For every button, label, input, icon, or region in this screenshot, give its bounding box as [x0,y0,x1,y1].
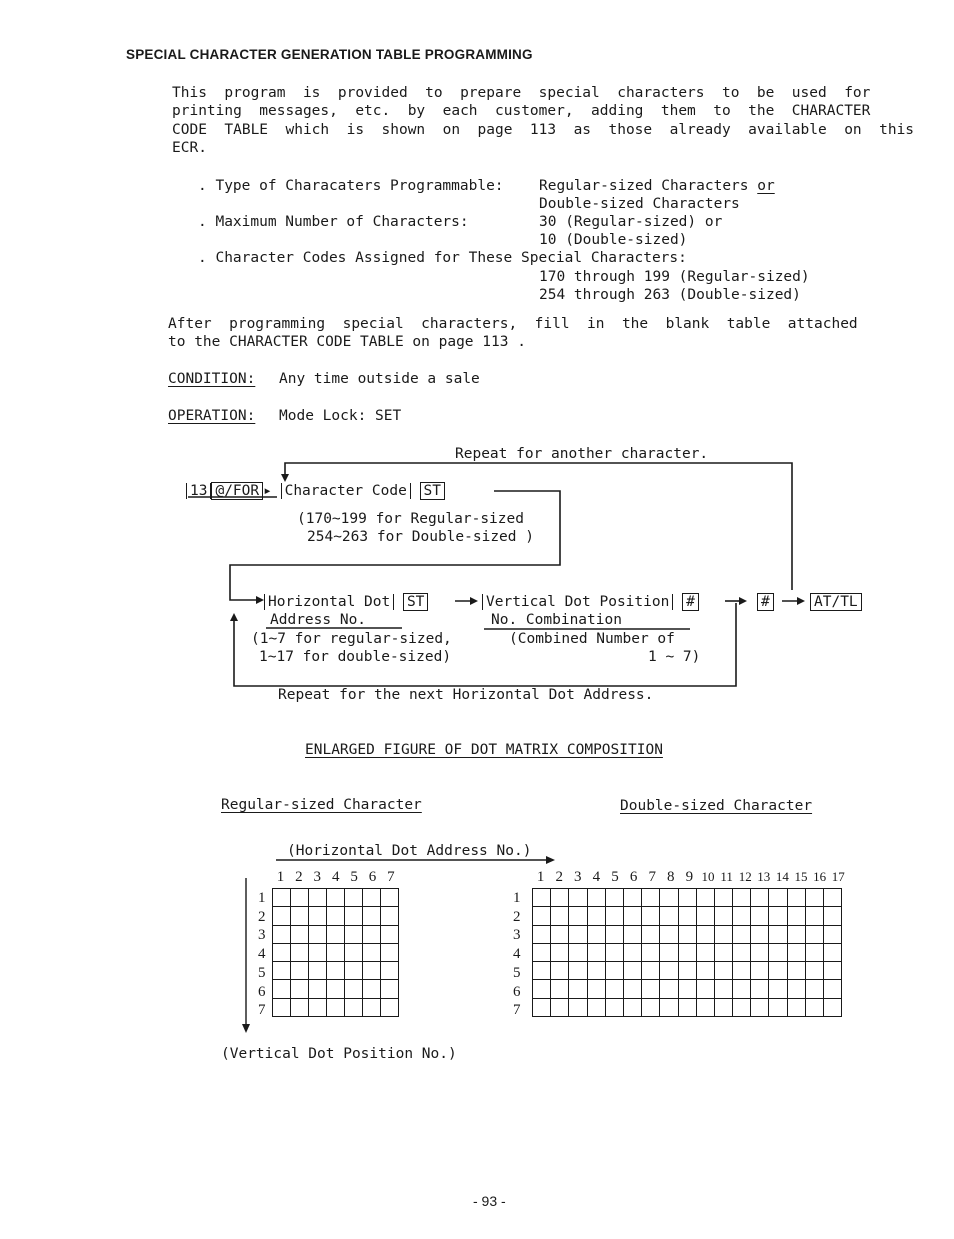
regular-dot-cell [273,925,291,943]
key-at-tl: AT/TL [810,593,862,611]
double-dot-cell [714,962,732,980]
double-column-label: 13 [757,869,771,884]
double-dot-cell [587,998,605,1016]
double-column-label: 8 [667,869,675,885]
repeat-character-label: Repeat for another character. [455,446,709,462]
regular-dot-cell [309,925,327,943]
double-column-label: 3 [574,869,582,885]
regular-dot-cell [273,998,291,1016]
double-dot-cell [751,943,769,961]
double-row-label: 6 [513,983,521,1000]
double-dot-cell [769,943,787,961]
double-dot-cell [678,889,696,907]
double-dot-cell [533,998,551,1016]
double-dot-cell [769,925,787,943]
double-dot-cell [678,980,696,998]
double-dot-cell [660,889,678,907]
code-note-2: 254~263 for Double-sized ) [307,529,534,545]
regular-column-label: 1 [276,869,285,885]
double-dot-cell [533,962,551,980]
regular-dot-cell [363,925,381,943]
regular-dot-cell [291,962,309,980]
horizontal-axis-label: (Horizontal Dot Address No.) [287,843,532,859]
regular-dot-cell [345,980,363,998]
regular-dot-cell [291,889,309,907]
regular-column-label: 6 [368,869,377,885]
spec-codes-label: . Character Codes Assigned for These Special Characters: [198,250,687,266]
regular-dot-cell [345,962,363,980]
double-dot-cell [805,962,823,980]
double-dot-cell [642,980,660,998]
double-dot-cell [805,925,823,943]
regular-dot-cell [363,907,381,925]
double-column-label: 11 [720,869,733,884]
double-dot-cell [569,925,587,943]
regular-dot-cell [327,907,345,925]
double-dot-cell [623,980,641,998]
vertical-dot-box: Vertical Dot Position # [482,593,699,611]
double-dot-cell [751,925,769,943]
double-dot-cell [623,889,641,907]
double-dot-cell [714,943,732,961]
double-dot-grid [532,888,842,1017]
double-dot-cell [696,907,714,925]
double-column-label: 1 [536,869,545,885]
key-st-1: ST [420,482,445,500]
regular-dot-cell [363,962,381,980]
double-dot-cell [642,907,660,925]
double-dot-cell [787,907,805,925]
double-dot-cell [551,907,569,925]
double-dot-cell [805,943,823,961]
double-dot-cell [660,925,678,943]
double-column-label: 15 [794,869,808,884]
double-grid-row [533,889,842,907]
double-dot-cell [824,980,842,998]
double-dot-cell [824,925,842,943]
double-dot-cell [569,980,587,998]
after-line-2: to the CHARACTER CODE TABLE on page 113 . [168,334,526,350]
regular-dot-cell [363,889,381,907]
double-column-label: 12 [738,869,752,884]
horizontal-dot-line-2: Address No. [270,612,367,628]
regular-dot-cell [345,907,363,925]
double-dot-cell [805,889,823,907]
double-dot-cell [751,962,769,980]
key-st-2: ST [403,593,428,611]
double-dot-cell [733,907,751,925]
double-dot-cell [623,925,641,943]
key-for: @/FOR [211,482,263,500]
regular-grid-row [273,998,399,1016]
regular-dot-cell [291,925,309,943]
regular-column-label: 5 [350,869,358,885]
double-dot-cell [805,980,823,998]
double-dot-cell [824,962,842,980]
double-dot-cell [569,907,587,925]
double-dot-cell [787,943,805,961]
intro-line-3: CODE TABLE which is shown on page 113 as those already available on this [172,122,915,138]
double-dot-cell [605,998,623,1016]
regular-dot-cell [291,907,309,925]
double-grid-row [533,980,842,998]
regular-dot-cell [273,980,291,998]
double-dot-cell [533,925,551,943]
regular-dot-cell [381,962,399,980]
double-dot-cell [824,998,842,1016]
double-dot-cell [533,907,551,925]
double-dot-cell [678,907,696,925]
regular-column-label: 4 [331,869,340,885]
double-row-label: 2 [513,908,521,925]
double-dot-cell [769,998,787,1016]
page-number: - 93 - [473,1193,506,1209]
spec-codes-value-2: 254 through 263 (Double-sized) [539,287,801,303]
regular-dot-cell [363,998,381,1016]
double-dot-cell [678,925,696,943]
double-row-label: 7 [513,1002,521,1019]
double-dot-cell [714,925,732,943]
spec-type-label: . Type of Characaters Programmable: [198,178,504,194]
double-dot-cell [660,998,678,1016]
regular-dot-cell [309,907,327,925]
double-column-label: 14 [775,869,789,884]
double-dot-cell [642,943,660,961]
regular-dot-cell [327,889,345,907]
double-dot-cell [714,889,732,907]
vertical-dot-line-2: No. Combination [491,612,622,628]
double-dot-cell [696,980,714,998]
condition-text: Any time outside a sale [279,371,480,387]
double-dot-cell [605,980,623,998]
double-grid-row [533,925,842,943]
regular-dot-cell [309,889,327,907]
double-dot-cell [569,998,587,1016]
double-column-label: 7 [648,869,656,885]
regular-row-label: 7 [258,1002,266,1019]
double-dot-cell [696,998,714,1016]
double-dot-cell [533,980,551,998]
double-column-label: 4 [592,869,601,885]
regular-dot-cell [345,889,363,907]
regular-dot-cell [327,998,345,1016]
regular-column-label: 3 [313,869,322,885]
double-dot-cell [551,962,569,980]
double-dot-cell [660,907,678,925]
double-dot-cell [533,889,551,907]
double-dot-cell [642,962,660,980]
condition-label: CONDITION: [168,371,256,387]
double-dot-cell [751,980,769,998]
character-code-box: Character Code [281,483,411,499]
regular-label: Regular-sized Character [221,797,422,813]
double-dot-cell [587,943,605,961]
double-dot-cell [824,943,842,961]
operation-text: Mode Lock: SET [279,408,402,424]
double-dot-cell [623,943,641,961]
double-column-label: 6 [629,869,638,885]
vertical-axis-label: (Vertical Dot Position No.) [221,1046,457,1062]
double-dot-cell [824,907,842,925]
regular-grid-row [273,907,399,925]
double-dot-cell [551,943,569,961]
regular-column-label: 2 [295,869,303,885]
regular-dot-cell [327,962,345,980]
double-dot-cell [660,943,678,961]
intro-line-4: ECR. [172,140,207,156]
regular-dot-cell [309,998,327,1016]
regular-row-label: 6 [258,983,266,1000]
double-dot-cell [587,962,605,980]
double-column-label: 10 [701,869,715,884]
double-dot-cell [642,998,660,1016]
double-dot-cell [751,907,769,925]
double-row-label: 5 [513,964,521,981]
key-hash-1: # [682,593,699,611]
double-dot-cell [769,962,787,980]
key-hash-2: # [757,593,774,611]
regular-dot-cell [381,980,399,998]
double-column-label: 2 [555,869,563,885]
double-row-label: 4 [513,946,521,963]
double-dot-cell [642,925,660,943]
regular-dot-cell [363,980,381,998]
double-dot-cell [569,889,587,907]
double-dot-cell [678,943,696,961]
double-dot-cell [805,998,823,1016]
double-dot-cell [733,889,751,907]
double-dot-cell [551,998,569,1016]
double-dot-cell [787,980,805,998]
double-dot-cell [733,980,751,998]
double-dot-cell [787,889,805,907]
double-dot-cell [787,998,805,1016]
double-dot-cell [714,980,732,998]
spec-type-value-2: Double-sized Characters [539,196,740,212]
regular-dot-cell [345,998,363,1016]
spec-max-label: . Maximum Number of Characters: [198,214,469,230]
regular-dot-cell [363,943,381,961]
double-column-label: 17 [831,869,845,884]
double-dot-cell [587,980,605,998]
spec-codes-value-1: 170 through 199 (Regular-sized) [539,269,810,285]
regular-row-label: 2 [258,908,266,925]
spec-max-value-2: 10 (Double-sized) [539,232,688,248]
double-column-label: 5 [611,869,619,885]
double-label: Double-sized Character [620,798,813,814]
double-dot-cell [551,925,569,943]
code-note-1: (170~199 for Regular-sized [297,511,524,527]
regular-dot-cell [273,907,291,925]
regular-dot-cell [381,925,399,943]
vertical-dot-note-2: 1 ~ 7) [648,649,701,665]
operation-label: OPERATION: [168,408,256,424]
double-dot-cell [569,943,587,961]
regular-grid-row [273,980,399,998]
double-dot-cell [551,980,569,998]
double-dot-cell [769,907,787,925]
double-grid-row [533,998,842,1016]
double-dot-cell [587,889,605,907]
double-dot-cell [769,889,787,907]
regular-dot-grid [272,888,399,1017]
regular-dot-cell [273,943,291,961]
double-dot-cell [787,925,805,943]
double-grid-row [533,907,842,925]
regular-dot-cell [273,962,291,980]
double-dot-cell [824,889,842,907]
horizontal-dot-note-2: 1~17 for double-sized) [259,649,452,665]
horizontal-dot-note-1: (1~7 for regular-sized, [251,631,452,647]
regular-dot-cell [327,943,345,961]
double-dot-cell [569,962,587,980]
double-dot-cell [751,889,769,907]
double-dot-cell [733,925,751,943]
intro-line-2: printing messages, etc. by each customer, adding them to the CHARACTER [172,103,871,119]
intro-line-1: This program is provided to prepare special characters to be used for [172,85,871,101]
double-dot-cell [769,980,787,998]
double-column-label: 9 [685,869,694,885]
double-dot-cell [733,998,751,1016]
double-dot-cell [660,980,678,998]
double-dot-cell [714,998,732,1016]
double-dot-cell [714,907,732,925]
horizontal-dot-box: Horizontal Dot [264,594,394,610]
regular-dot-cell [309,962,327,980]
double-column-label: 16 [813,869,827,884]
spec-type-or: or [757,178,775,194]
double-dot-cell [660,962,678,980]
double-dot-cell [533,943,551,961]
double-grid-row [533,962,842,980]
double-dot-cell [805,907,823,925]
page-heading: SPECIAL CHARACTER GENERATION TABLE PROGRAMMING [126,47,533,62]
regular-dot-cell [291,980,309,998]
double-dot-cell [551,889,569,907]
regular-row-label: 3 [258,927,266,944]
regular-dot-cell [273,889,291,907]
regular-column-label: 7 [387,869,395,885]
regular-dot-cell [291,943,309,961]
double-dot-cell [587,925,605,943]
regular-dot-cell [381,889,399,907]
regular-dot-cell [381,907,399,925]
double-dot-cell [587,907,605,925]
double-grid-row [533,943,842,961]
regular-row-label: 5 [258,964,266,981]
regular-dot-cell [381,943,399,961]
regular-dot-cell [309,943,327,961]
regular-dot-cell [327,980,345,998]
regular-dot-cell [345,943,363,961]
double-dot-cell [751,998,769,1016]
double-row-label: 3 [513,927,521,944]
regular-dot-cell [381,998,399,1016]
vertical-dot-note-1: (Combined Number of [509,631,675,647]
double-dot-cell [623,907,641,925]
regular-grid-row [273,925,399,943]
double-dot-cell [696,889,714,907]
regular-grid-row [273,962,399,980]
regular-dot-cell [327,925,345,943]
double-dot-cell [623,998,641,1016]
key-13: 13 [186,483,211,499]
regular-dot-cell [291,998,309,1016]
spec-max-value-1: 30 (Regular-sized) or [539,214,723,230]
double-dot-cell [787,962,805,980]
double-dot-cell [642,889,660,907]
double-dot-cell [623,962,641,980]
double-dot-cell [678,962,696,980]
arrow-icon: ▸ [263,483,281,499]
double-dot-cell [605,907,623,925]
regular-grid-row [273,889,399,907]
double-dot-cell [733,962,751,980]
double-dot-cell [696,943,714,961]
regular-row-label: 1 [258,890,266,906]
double-dot-cell [733,943,751,961]
double-dot-cell [605,943,623,961]
regular-grid-row [273,943,399,961]
repeat-horizontal-label: Repeat for the next Horizontal Dot Address. [278,687,654,703]
double-dot-cell [605,962,623,980]
double-dot-cell [696,962,714,980]
double-dot-cell [696,925,714,943]
double-row-label: 1 [513,890,521,906]
double-dot-cell [678,998,696,1016]
after-line-1: After programming special characters, fill in the blank table attached [168,316,858,332]
double-dot-cell [605,925,623,943]
regular-dot-cell [345,925,363,943]
double-dot-cell [605,889,623,907]
regular-row-label: 4 [258,946,266,963]
regular-dot-cell [309,980,327,998]
spec-type-value-1: Regular-sized Characters or [539,178,775,194]
figure-title: ENLARGED FIGURE OF DOT MATRIX COMPOSITION [305,742,663,758]
